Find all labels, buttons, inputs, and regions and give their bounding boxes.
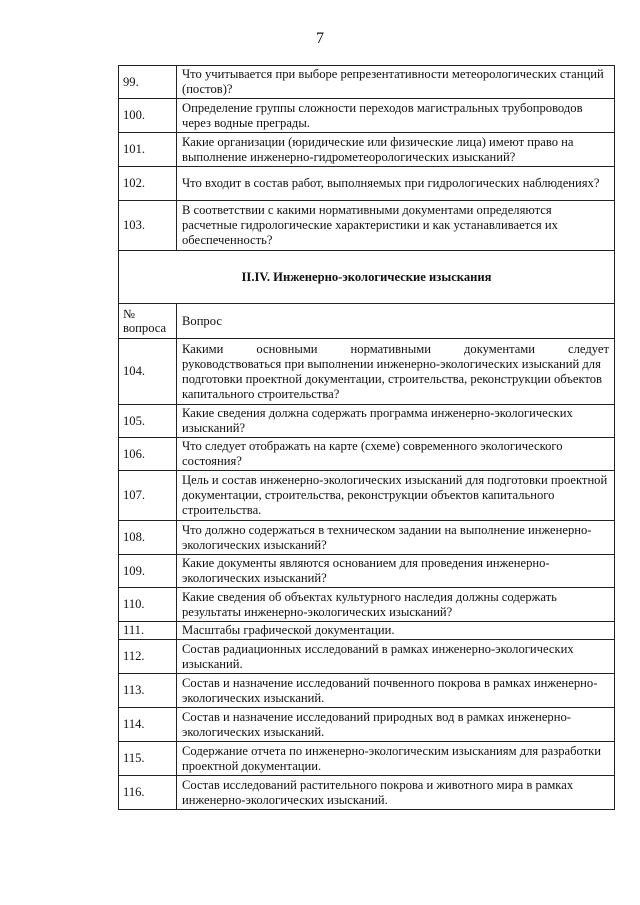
question-text: Содержание отчета по инженерно-экологическим изысканиям для разработки проектной документации. <box>177 742 615 776</box>
question-number: 114. <box>119 708 177 742</box>
question-number: 115. <box>119 742 177 776</box>
question-text: Цель и состав инженерно-экологических изысканий для подготовки проектной документации, строительства, реконструкции объектов капитального строительства. <box>177 471 615 521</box>
page-number: 7 <box>316 30 324 47</box>
number-column-header <box>119 304 177 339</box>
question-number: 103. <box>119 201 177 251</box>
table-header-row <box>119 304 615 339</box>
question-text: В соответствии с какими нормативными документами определяются расчетные гидрологические характеристики и как устанавливается их обеспеченность? <box>177 201 615 251</box>
question-number: 108. <box>119 521 177 555</box>
question-text: Состав и назначение исследований природных вод в рамках инженерно-экологических изысканий. <box>177 708 615 742</box>
question-number: 102. <box>119 167 177 201</box>
question-number: 109. <box>119 555 177 588</box>
table-row <box>119 471 615 521</box>
question-number: 107. <box>119 471 177 521</box>
table-row <box>119 674 615 708</box>
question-text: Что входит в состав работ, выполняемых при гидрологических наблюдениях? <box>177 167 615 201</box>
number-header-line2: вопроса <box>123 321 167 335</box>
question-text: Какие организации (юридические или физические лица) имеют право на выполнение инженерно-гидрометеорологических изысканий? <box>177 133 615 167</box>
number-header-line1: № <box>123 307 136 321</box>
question-number: 112. <box>119 640 177 674</box>
questions-table <box>118 65 615 810</box>
section-title: II.IV. Инженерно-экологические изыскания <box>119 251 615 304</box>
question-text-line1: Какими основными нормативными документами следует <box>182 341 609 356</box>
question-text: Состав радиационных исследований в рамках инженерно-экологических изысканий. <box>177 640 615 674</box>
question-text: Определение группы сложности переходов магистральных трубопроводов через водные преграды. <box>177 99 615 133</box>
table-row <box>119 438 615 471</box>
question-number: 111. <box>119 622 177 640</box>
question-column-header: Вопрос <box>177 304 615 339</box>
question-number: 100. <box>119 99 177 133</box>
question-text <box>177 339 615 405</box>
questions-table-body <box>119 66 615 810</box>
table-row <box>119 167 615 201</box>
question-text: Какие сведения об объектах культурного наследия должны содержать результаты инженерно-экологических изысканий? <box>177 588 615 622</box>
table-row <box>119 555 615 588</box>
question-number: 106. <box>119 438 177 471</box>
question-number: 113. <box>119 674 177 708</box>
question-text: Какие документы являются основанием для проведения инженерно-экологических изысканий? <box>177 555 615 588</box>
question-text: Состав исследований растительного покрова и животного мира в рамках инженерно-экологических изысканий. <box>177 776 615 810</box>
table-row <box>119 776 615 810</box>
table-row <box>119 640 615 674</box>
table-row <box>119 66 615 99</box>
question-number: 104. <box>119 339 177 405</box>
table-row <box>119 99 615 133</box>
question-text: Что следует отображать на карте (схеме) современного экологического состояния? <box>177 438 615 471</box>
table-row <box>119 622 615 640</box>
table-row <box>119 339 615 405</box>
question-text-rest: руководствоваться при выполнении инженерно-экологических изысканий для подготовки проектной документации, строительства, реконструкции объектов капитального строительства? <box>182 356 602 401</box>
table-row <box>119 742 615 776</box>
question-number: 105. <box>119 405 177 438</box>
table-row <box>119 708 615 742</box>
table-row <box>119 405 615 438</box>
table-row <box>119 521 615 555</box>
question-number: 116. <box>119 776 177 810</box>
question-number: 99. <box>119 66 177 99</box>
question-number: 110. <box>119 588 177 622</box>
section-heading-row <box>119 251 615 304</box>
question-text: Что должно содержаться в техническом задании на выполнение инженерно-экологических изысканий? <box>177 521 615 555</box>
question-text: Какие сведения должна содержать программа инженерно-экологических изысканий? <box>177 405 615 438</box>
table-row <box>119 588 615 622</box>
question-text: Что учитывается при выборе репрезентативности метеорологических станций (постов)? <box>177 66 615 99</box>
question-text: Состав и назначение исследований почвенного покрова в рамках инженерно-экологических изысканий. <box>177 674 615 708</box>
table-row <box>119 133 615 167</box>
question-number: 101. <box>119 133 177 167</box>
question-text: Масштабы графической документации. <box>177 622 615 640</box>
table-row <box>119 201 615 251</box>
